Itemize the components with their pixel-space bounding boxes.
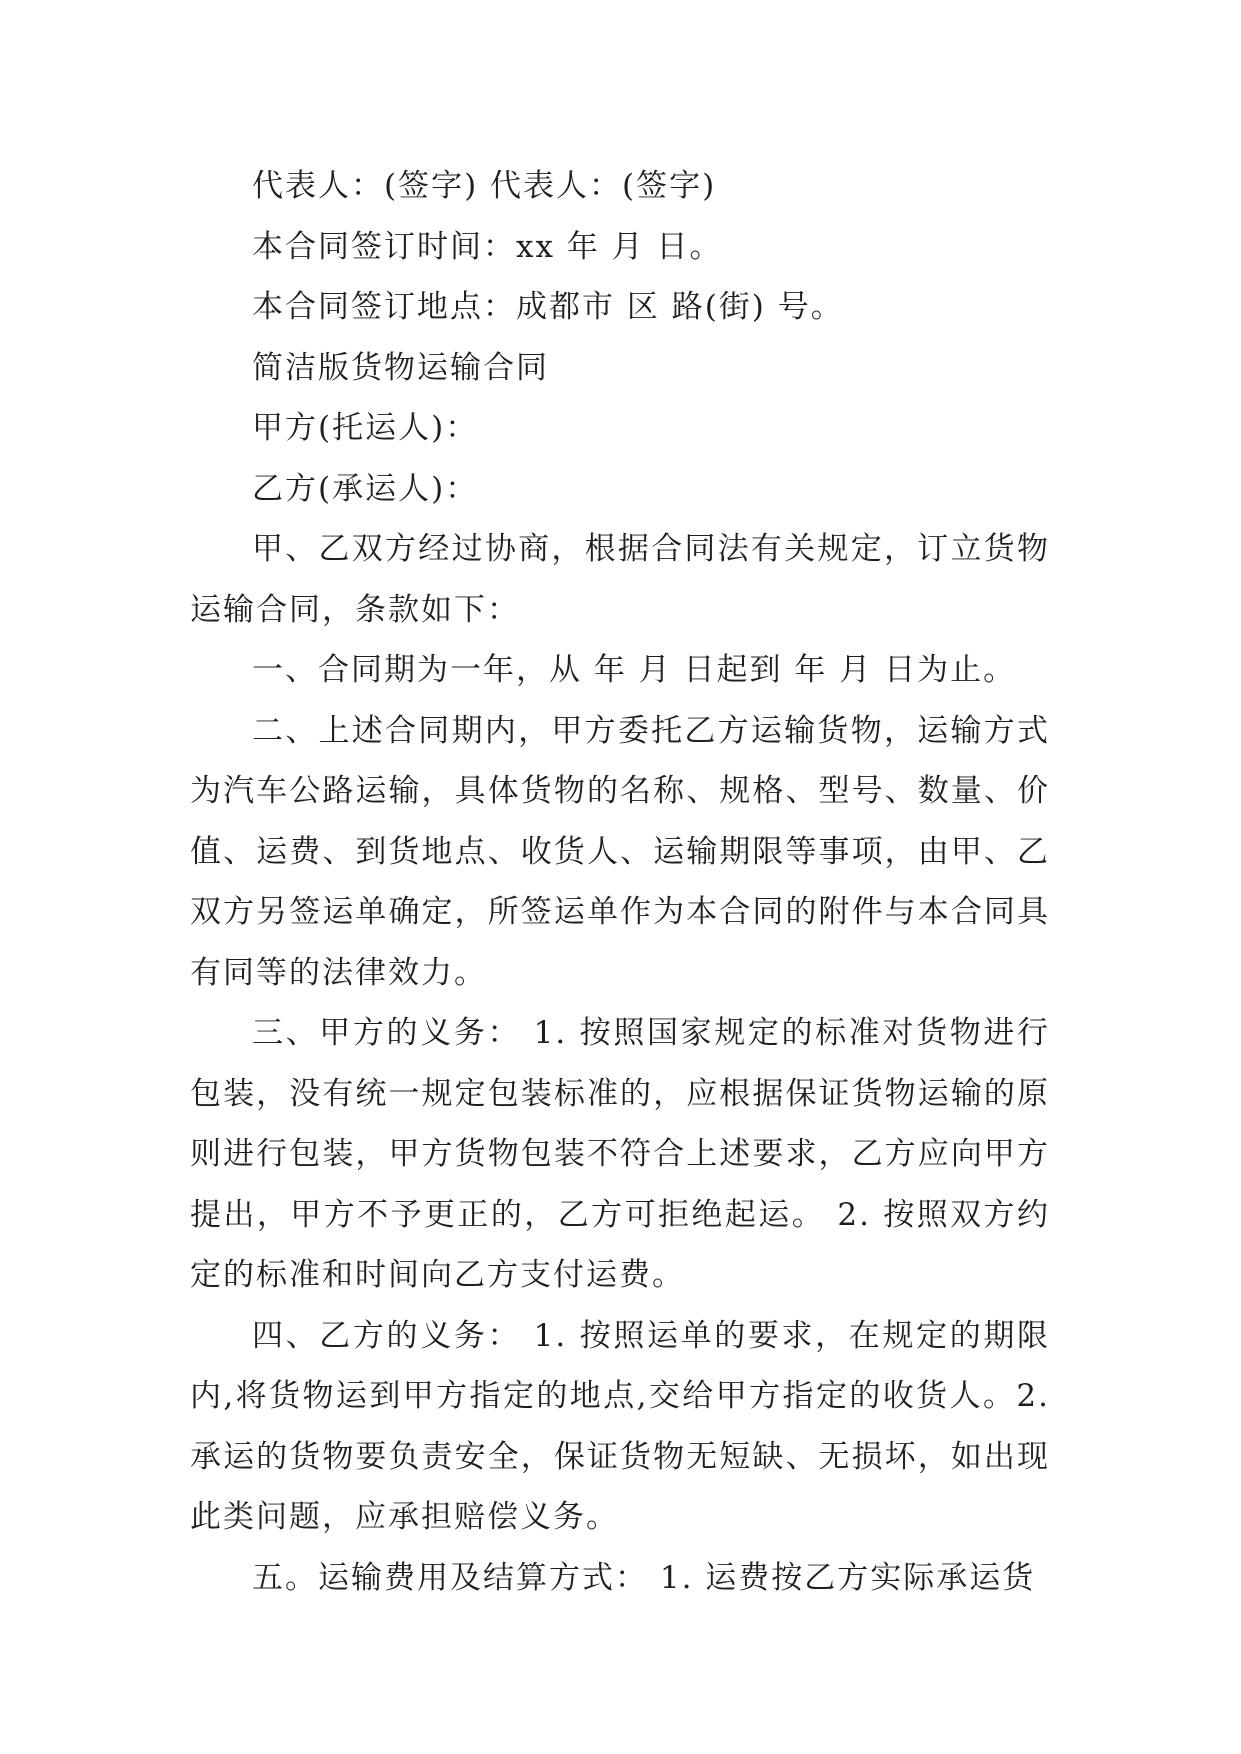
clause-1: 一、合同期为一年，从 年 月 日起到 年 月 日为止。 — [252, 652, 1017, 688]
clause-4: 四、乙方的义务： 1. 按照运单的要求，在规定的期限内,将货物运到甲方指定的地点,交给甲方指定的收货人。2. 承运的货物要负责安全，保证货物无短缺、无损坏，如出现此类问题，应承担赔偿义务。 — [190, 1317, 1050, 1535]
clause-5: 五。运输费用及结算方式： 1. 运费按乙方实际承运货 — [252, 1559, 1036, 1596]
party-b-line: 乙方(承运人)： — [252, 470, 479, 507]
signing-place-line: 本合同签订地点：成都市 区 路(街) 号。 — [252, 289, 844, 325]
party-a-line: 甲方(托运人)： — [252, 410, 479, 446]
contract-title: 简洁版货物运输合同 — [252, 349, 549, 386]
signature-line: 代表人：(签字) 代表人：(签字) — [252, 168, 717, 204]
clause-2: 二、上述合同期内，甲方委托乙方运输货物，运输方式为汽车公路运输，具体货物的名称、规格、型号、数量、价值、运费、到货地点、收货人、运输期限等事项，由甲、乙双方另签运单确定，所签运单作为本合同的附件与本合同具有同等的法律效力。 — [190, 712, 1050, 991]
document-body — [190, 156, 1050, 1608]
signing-date-line: 本合同签订时间：xx 年 月 日。 — [252, 228, 723, 265]
preamble-paragraph: 甲、乙双方经过协商，根据合同法有关规定，订立货物运输合同，条款如下： — [190, 531, 1050, 628]
clause-3: 三、甲方的义务： 1. 按照国家规定的标准对货物进行包装，没有统一规定包装标准的，应根据保证货物运输的原则进行包装，甲方货物包装不符合上述要求，乙方应向甲方提出，甲方不予更正的，乙方可拒绝起运。 2. 按照双方约定的标准和时间向乙方支付运费。 — [190, 1015, 1050, 1293]
